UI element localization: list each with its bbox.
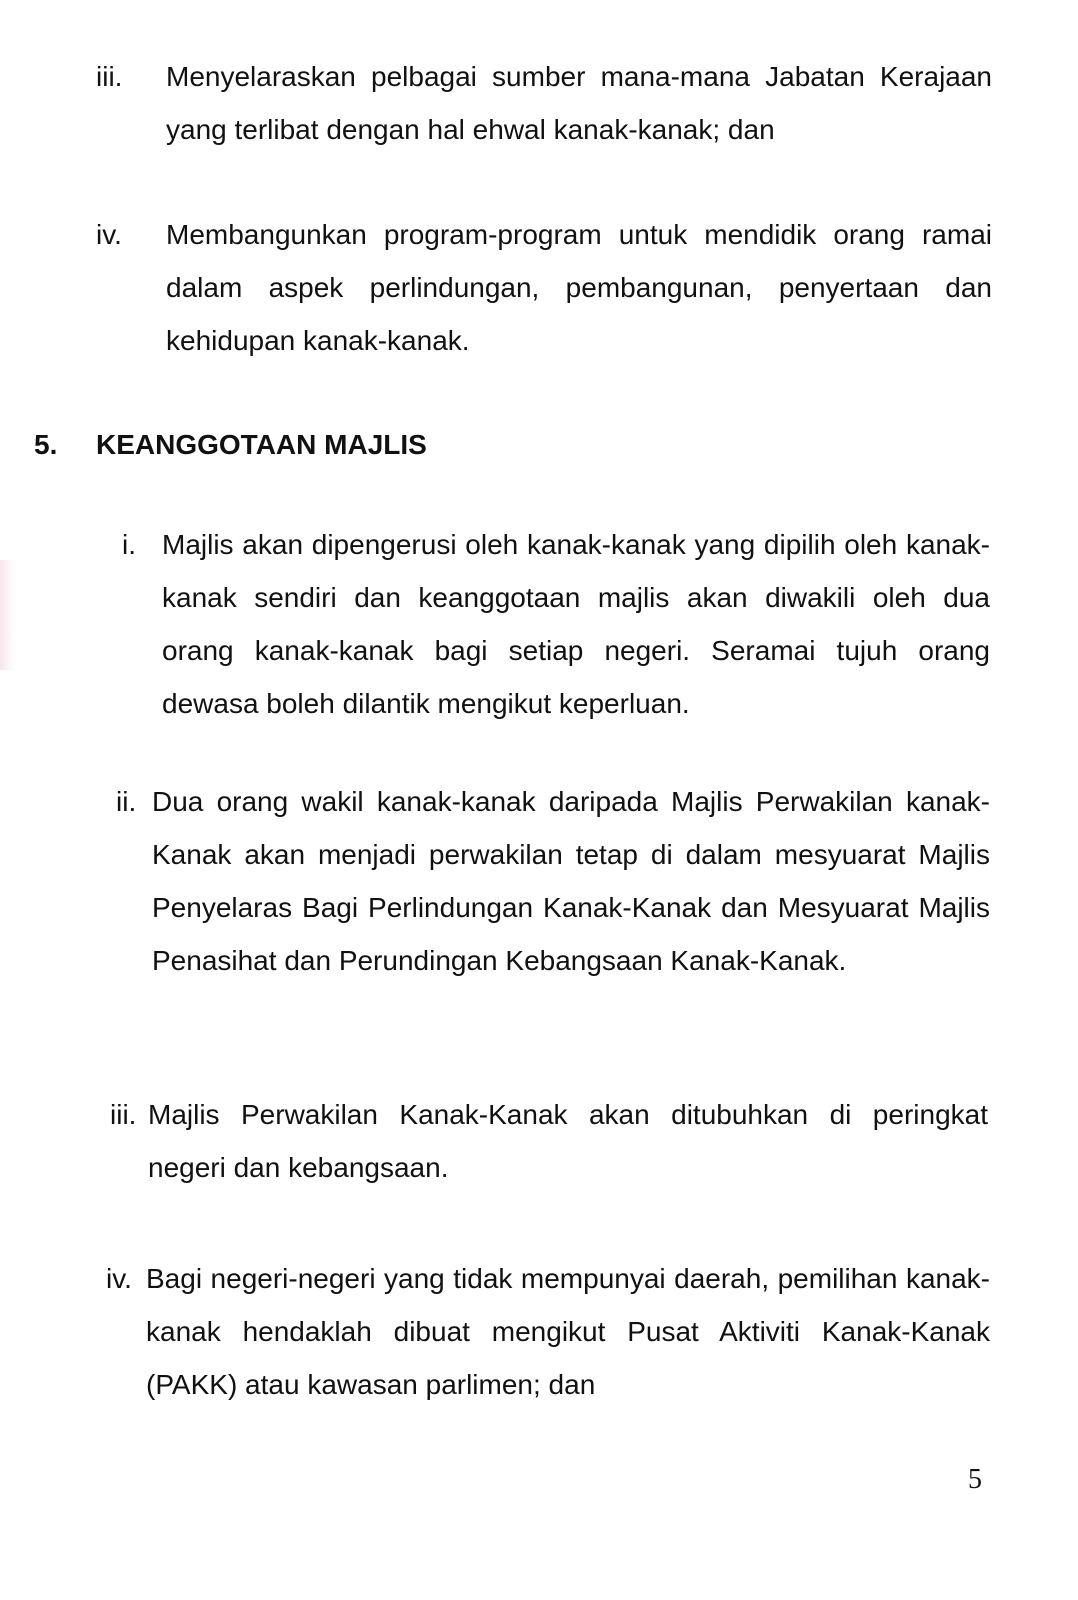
list-marker: iv. (106, 1263, 132, 1294)
list-item-text: Majlis Perwakilan Kanak-Kanak akan ditubuhkan di peringkat negeri dan kebangsaan. (148, 1099, 988, 1183)
list-item (96, 208, 996, 368)
list-marker: ii. (116, 786, 137, 817)
list-marker: iii. (96, 61, 123, 92)
list-item-text: Membangunkan program-program untuk mendidik orang ramai dalam aspek perlindungan, pembangunan, penyertaan dan kehidupan kanak-kanak. (166, 219, 992, 356)
scan-edge-mark (0, 560, 14, 670)
list-item (122, 518, 992, 730)
list-item-text: Dua orang wakil kanak-kanak daripada Majlis Perwakilan kanak-Kanak akan menjadi perwakilan tetap di dalam mesyuarat Majlis Penyelaras Bagi Perlindungan Kanak-Kanak dan Mesyuarat Majlis Penasihat dan Perundingan Kebangsaan Kanak-Kanak. (152, 786, 990, 976)
section-title: KEANGGOTAAN MAJLIS (96, 429, 427, 460)
list-marker: iv. (96, 219, 122, 250)
list-item (96, 50, 996, 160)
list-marker: iii. (110, 1099, 137, 1130)
list-item (106, 1252, 992, 1412)
list-item (110, 1088, 992, 1194)
section-number: 5. (34, 429, 58, 460)
page-number: 5 (968, 1464, 982, 1495)
list-item (116, 775, 992, 1040)
list-item-text: Bagi negeri-negeri yang tidak mempunyai daerah, pemilihan kanak-kanak hendaklah dibuat mengikut Pusat Aktiviti Kanak-Kanak (PAKK) atau kawasan parlimen; dan (146, 1263, 990, 1400)
list-marker: i. (122, 529, 136, 560)
list-item-text: Majlis akan dipengerusi oleh kanak-kanak yang dipilih oleh kanak-kanak sendiri dan keanggotaan majlis akan diwakili oleh dua orang kanak-kanak bagi setiap negeri. Seramai tujuh orang dewasa boleh dilantik mengikut keperluan. (162, 529, 990, 719)
list-item-text: Menyelaraskan pelbagai sumber mana-mana Jabatan Kerajaan yang terlibat dengan hal ehwal kanak-kanak; dan (166, 61, 992, 145)
